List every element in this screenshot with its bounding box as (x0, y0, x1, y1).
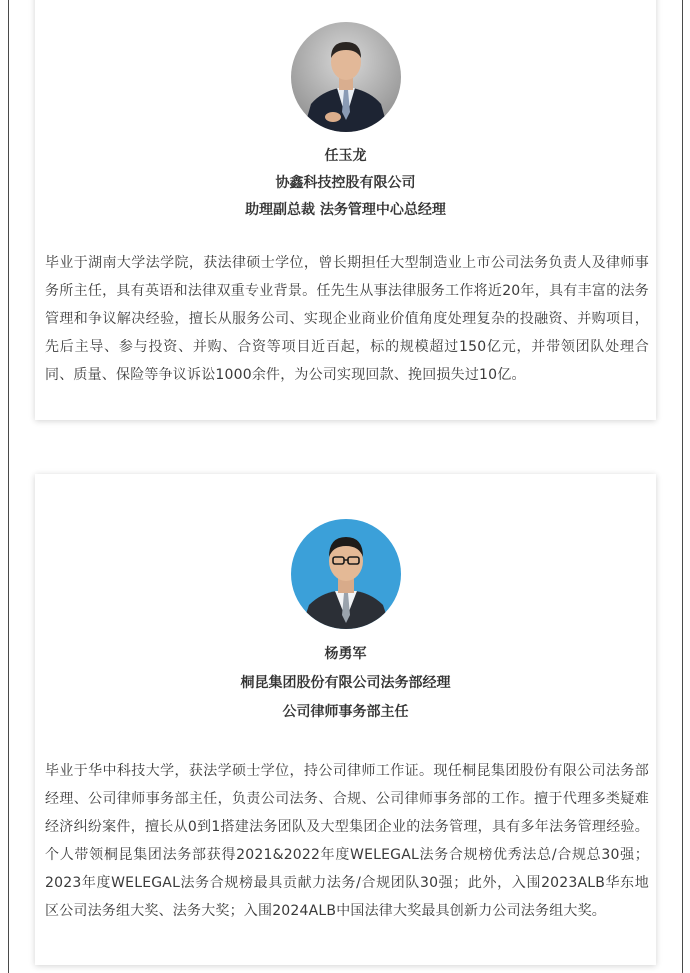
avatar (291, 22, 401, 132)
avatar (291, 519, 401, 629)
portrait-photo (291, 519, 401, 629)
job-title: 公司律师事务部主任 (282, 704, 409, 720)
profile-card (35, 474, 656, 965)
left-border-line (8, 0, 9, 973)
profile-card (35, 0, 656, 420)
company-name: 桐昆集团股份有限公司法务部经理 (240, 675, 451, 691)
right-border-line (682, 0, 683, 973)
person-name: 任玉龙 (324, 148, 367, 164)
company-name: 协鑫科技控股有限公司 (275, 175, 416, 191)
biography-text: 毕业于湖南大学法学院，获法律硕士学位，曾长期担任大型制造业上市公司法务负责人及律师事务所主任，具有英语和法律双重专业背景。任先生从事法律服务工作将近20年，具有丰富的法务管理和争议解决经验，擅长从服务公司、实现企业商业价值角度处理复杂的投融资、并购项目，先后主导、参与投资、并购、合资等项目近百起，标的规模超过150亿元，并带领团队处理合同、质量、保险等争议诉讼1000余件，为公司实现回款、挽回损失过10亿。 (45, 255, 649, 383)
person-name: 杨勇军 (324, 646, 367, 662)
biography-text: 毕业于华中科技大学，获法学硕士学位，持公司律师工作证。现任桐昆集团股份有限公司法务部经理、公司律师事务部主任，负责公司法务、合规、公司律师事务部的工作。擅于代理多类疑难经济纠纷案件，擅长从0到1搭建法务团队及大型集团企业的法务管理，具有多年法务管理经验。个人带领桐昆集团法务部获得2021&2022年度WELEGAL法务合规榜优秀法总/合规总30强；2023年度WELEGAL法务合规榜最具贡献力法务/合规团队30强；此外，入围2023ALB华东地区公司法务组大奖、法务大奖；入围2024ALB中国法律大奖最具创新力公司法务组大奖。 (45, 763, 649, 919)
job-title: 助理副总裁 法务管理中心总经理 (245, 202, 446, 218)
portrait-photo (291, 22, 401, 132)
